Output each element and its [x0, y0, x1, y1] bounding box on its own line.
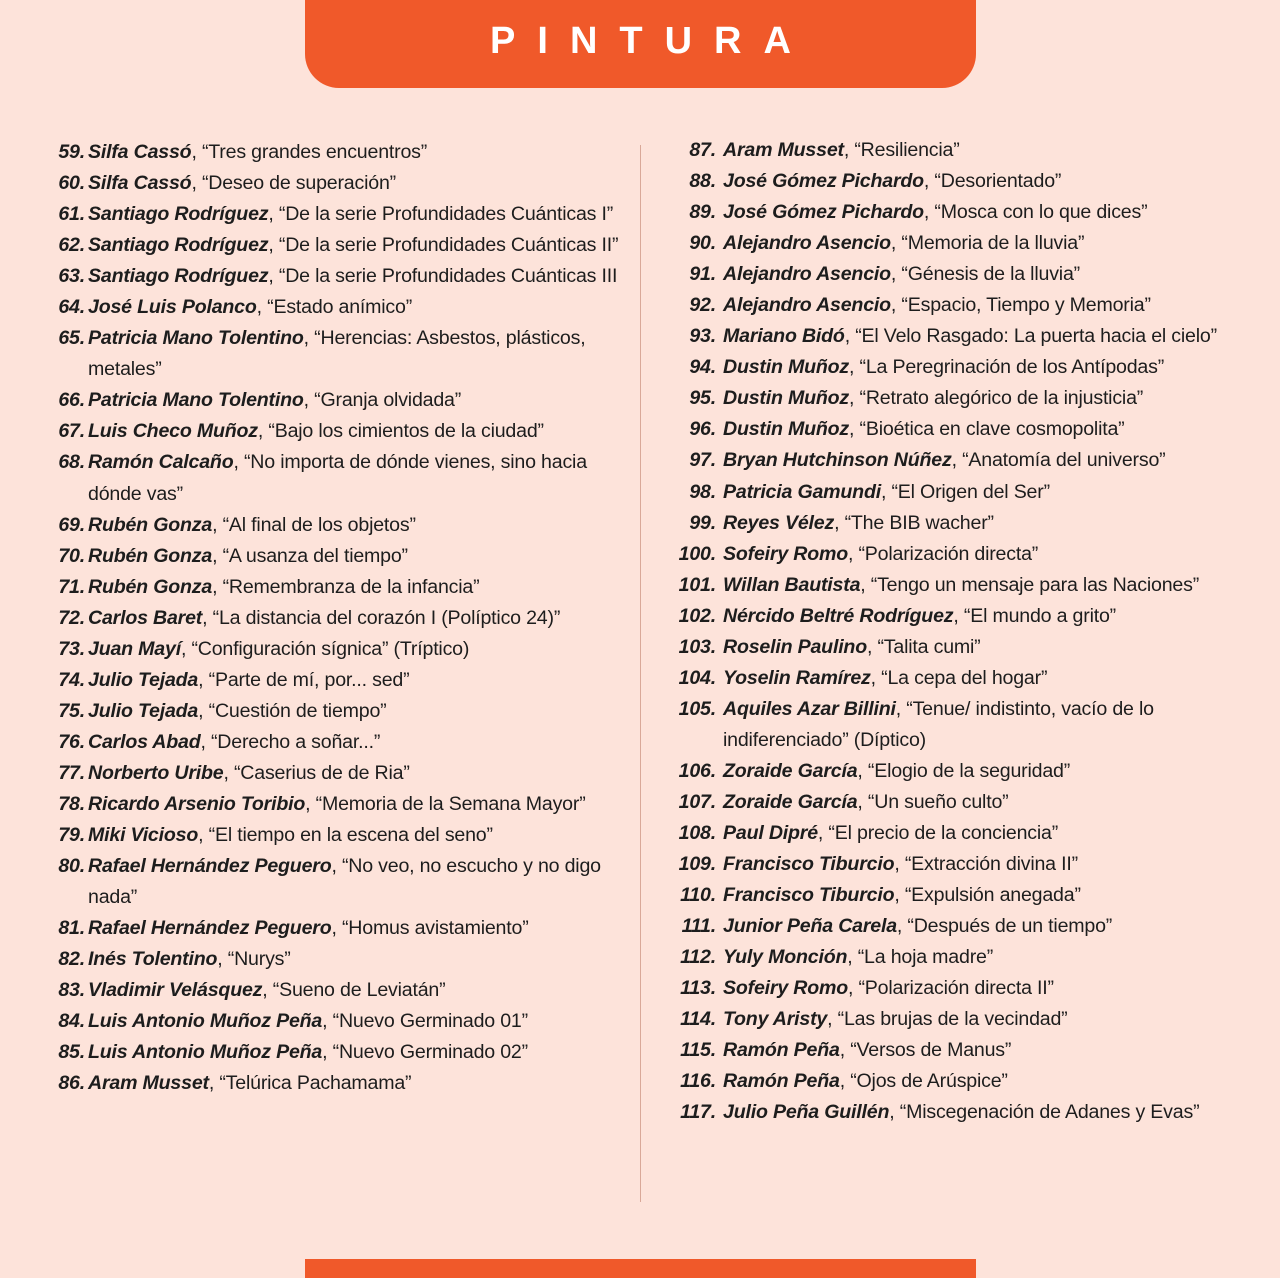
artwork-entry: 62. Santiago Rodríguez, “De la serie Profundidades Cuánticas II” — [48, 230, 628, 261]
entry-number: 73. — [58, 637, 85, 660]
artist-name: Sofeiry Romo — [723, 977, 848, 1000]
artwork-entry: 86. Aram Musset, “Telúrica Pachamama” — [48, 1068, 628, 1099]
artist-name: Santiago Rodríguez — [88, 265, 269, 288]
artist-name: Luis Checo Muñoz — [88, 420, 258, 443]
artwork-title: “Bioética en clave cosmopolita” — [859, 418, 1125, 441]
artwork-entry: 87. Aram Musset, “Resiliencia” — [672, 135, 1272, 166]
entry-number: 111. — [681, 915, 716, 938]
artist-name: Patricia Mano Tolentino — [88, 327, 304, 350]
section-header — [305, 0, 976, 88]
entry-number: 62. — [58, 234, 85, 257]
artist-name: Reyes Vélez — [723, 511, 835, 534]
artwork-title: “La Peregrinación de los Antípodas” — [859, 356, 1165, 379]
artwork-entry: 75. Julio Tejada, “Cuestión de tiempo” — [48, 696, 628, 727]
entry-number: 76. — [58, 730, 85, 753]
entry-number: 67. — [58, 420, 85, 443]
artwork-title: “Polarización directa II” — [858, 977, 1054, 1000]
artist-name: Sofeiry Romo — [723, 542, 848, 565]
entry-number: 92. — [689, 294, 716, 317]
artist-name: Aram Musset — [88, 1072, 209, 1095]
artwork-entry: 81. Rafael Hernández Peguero, “Homus avistamiento” — [48, 913, 628, 944]
entry-number: 69. — [58, 513, 85, 536]
artwork-entry: 84. Luis Antonio Muñoz Peña, “Nuevo Germinado 01” — [48, 1006, 628, 1037]
artwork-title: “Génesis de la lluvia” — [901, 263, 1080, 286]
section-title: PINTURA — [490, 19, 813, 62]
artist-name: Juan Mayí — [88, 637, 181, 660]
artwork-entry: 111. Junior Peña Carela, “Después de un tiempo” — [672, 911, 1272, 942]
artwork-entry: 63. Santiago Rodríguez, “De la serie Profundidades Cuánticas III — [48, 261, 628, 292]
artwork-entry: 94. Dustin Muñoz, “La Peregrinación de los Antípodas” — [672, 352, 1272, 383]
artwork-entry: 106. Zoraide García, “Elogio de la seguridad” — [672, 756, 1272, 787]
artist-name: José Gómez Pichardo — [723, 170, 924, 193]
artist-name: Santiago Rodríguez — [88, 203, 269, 226]
artwork-entry: 67. Luis Checo Muñoz, “Bajo los cimientos de la ciudad” — [48, 416, 628, 447]
artist-name: Vladimir Velásquez — [88, 979, 263, 1002]
artwork-list-left — [48, 137, 628, 1099]
artwork-entry: 109. Francisco Tiburcio, “Extracción divina II” — [672, 849, 1272, 880]
artwork-title: “De la serie Profundidades Cuánticas II” — [278, 234, 619, 257]
entry-number: 63. — [58, 265, 85, 288]
artist-name: Zoraide García — [723, 790, 858, 813]
artwork-title: “El tiempo en la escena del seno” — [208, 824, 493, 847]
artist-name: Roselin Paulino — [723, 635, 867, 658]
artist-name: José Gómez Pichardo — [723, 201, 924, 224]
artist-name: Rubén Gonza — [88, 513, 213, 536]
artwork-title: “Memoria de la Semana Mayor” — [315, 792, 586, 815]
entry-number: 105. — [678, 697, 716, 720]
artwork-entry: 117. Julio Peña Guillén, “Miscegenación de Adanes y Evas” — [672, 1097, 1272, 1128]
artwork-title: “Elogio de la seguridad” — [867, 759, 1071, 782]
artwork-title: “Derecho a soñar...” — [210, 730, 381, 753]
artwork-entry: 92. Alejandro Asencio, “Espacio, Tiempo y Memoria” — [672, 290, 1272, 321]
artist-name: Yoselin Ramírez — [723, 666, 871, 689]
artwork-entry: 90. Alejandro Asencio, “Memoria de la lluvia” — [672, 228, 1272, 259]
artwork-entry: 85. Luis Antonio Muñoz Peña, “Nuevo Germinado 02” — [48, 1037, 628, 1068]
artist-name: Carlos Baret — [88, 606, 203, 629]
entry-number: 96. — [689, 418, 716, 441]
entry-number: 101. — [678, 573, 716, 596]
artist-name: Carlos Abad — [88, 730, 201, 753]
artwork-entry: 114. Tony Aristy, “Las brujas de la vecindad” — [672, 1004, 1272, 1035]
artwork-entry: 104. Yoselin Ramírez, “La cepa del hogar” — [672, 663, 1272, 694]
artwork-title: “Sueno de Leviatán” — [272, 979, 446, 1002]
entry-number: 90. — [689, 232, 716, 255]
entry-number: 87. — [689, 139, 716, 161]
entry-number: 99. — [689, 511, 716, 534]
artist-name: Dustin Muñoz — [723, 356, 850, 379]
entry-number: 95. — [689, 387, 716, 410]
entry-number: 85. — [58, 1041, 85, 1064]
artist-name: Ramón Calcaño — [88, 451, 234, 474]
entry-number: 113. — [680, 977, 716, 1000]
artwork-title: “Remembranza de la infancia” — [222, 575, 480, 598]
artwork-title: “De la serie Profundidades Cuánticas I” — [278, 203, 614, 226]
entry-number: 71. — [58, 575, 85, 598]
artist-name: Zoraide García — [723, 759, 858, 782]
artwork-entry: 71. Rubén Gonza, “Remembranza de la infancia” — [48, 572, 628, 603]
footer-bar — [305, 1259, 976, 1278]
entry-number: 93. — [689, 325, 716, 348]
artist-name: Silfa Cassó — [88, 141, 192, 163]
entry-number: 78. — [58, 792, 85, 815]
artwork-entry: 113. Sofeiry Romo, “Polarización directa II” — [672, 973, 1272, 1004]
artist-name: Inés Tolentino — [88, 948, 218, 971]
entry-number: 70. — [58, 544, 85, 567]
artwork-title: “Nuevo Germinado 02” — [332, 1041, 528, 1064]
entry-number: 114. — [680, 1008, 716, 1031]
entry-number: 109. — [678, 853, 716, 876]
artwork-title: “No importa de dónde vienes, sino hacia dónde vas” — [88, 451, 587, 505]
artwork-entry: 83. Vladimir Velásquez, “Sueno de Leviatán” — [48, 975, 628, 1006]
artwork-entry: 102. Nércido Beltré Rodríguez, “El mundo a grito” — [672, 601, 1272, 632]
artwork-title: “El precio de la conciencia” — [828, 822, 1059, 845]
artwork-entry: 108. Paul Dipré, “El precio de la conciencia” — [672, 818, 1272, 849]
entry-number: 80. — [58, 855, 85, 878]
entry-number: 91. — [689, 263, 716, 286]
artist-name: Luis Antonio Muñoz Peña — [88, 1041, 323, 1064]
artist-name: Silfa Cassó — [88, 172, 192, 195]
artwork-title: “Telúrica Pachamama” — [219, 1072, 412, 1095]
artwork-title: “Estado anímico” — [267, 296, 413, 319]
artwork-entry: 64. José Luis Polanco, “Estado anímico” — [48, 292, 628, 323]
artwork-entry: 100. Sofeiry Romo, “Polarización directa” — [672, 539, 1272, 570]
artwork-entry: 96. Dustin Muñoz, “Bioética en clave cosmopolita” — [672, 414, 1272, 445]
artwork-title: “Cuestión de tiempo” — [208, 699, 387, 722]
artwork-title: “Granja olvidada” — [314, 389, 462, 412]
entry-number: 66. — [58, 389, 85, 412]
artwork-entry: 97. Bryan Hutchinson Núñez, “Anatomía del universo” — [672, 445, 1272, 476]
artwork-list-right — [672, 135, 1272, 1129]
artwork-entry: 70. Rubén Gonza, “A usanza del tiempo” — [48, 541, 628, 572]
entry-number: 59. — [58, 141, 85, 163]
entry-number: 84. — [58, 1010, 85, 1033]
entry-number: 83. — [58, 979, 85, 1002]
artwork-entry: 88. José Gómez Pichardo, “Desorientado” — [672, 166, 1272, 197]
artwork-title: “Expulsión anegada” — [904, 884, 1081, 907]
artwork-title: “Las brujas de la vecindad” — [837, 1008, 1068, 1031]
artwork-title: “Nuevo Germinado 01” — [332, 1010, 528, 1033]
artist-name: Rafael Hernández Peguero — [88, 917, 332, 940]
artwork-entry: 65. Patricia Mano Tolentino, “Herencias: Asbestos, plásticos, metales” — [48, 323, 628, 385]
artist-name: Julio Tejada — [88, 699, 199, 722]
artwork-entry: 60. Silfa Cassó, “Deseo de superación” — [48, 168, 628, 199]
artist-name: José Luis Polanco — [88, 296, 257, 319]
artist-name: Bryan Hutchinson Núñez — [723, 449, 952, 472]
artwork-title: “De la serie Profundidades Cuánticas III — [278, 265, 618, 288]
entry-number: 86. — [58, 1072, 85, 1095]
artwork-title: “Bajo los cimientos de la ciudad” — [268, 420, 544, 443]
entry-number: 60. — [58, 172, 85, 195]
artist-name: Santiago Rodríguez — [88, 234, 269, 257]
artist-name: Patricia Mano Tolentino — [88, 389, 304, 412]
entry-number: 89. — [689, 201, 716, 224]
artist-name: Rubén Gonza — [88, 544, 213, 567]
artist-name: Luis Antonio Muñoz Peña — [88, 1010, 323, 1033]
artwork-entry: 66. Patricia Mano Tolentino, “Granja olvidada” — [48, 385, 628, 416]
artist-name: Tony Aristy — [723, 1008, 828, 1031]
artwork-title: “No veo, no escucho y no digo nada” — [88, 855, 601, 909]
artwork-title: “Después de un tiempo” — [907, 915, 1113, 938]
artist-name: Ramón Peña — [723, 1070, 840, 1093]
artist-name: Junior Peña Carela — [723, 915, 897, 938]
artwork-title: “Versos de Manus” — [850, 1039, 1012, 1062]
artwork-entry: 59. Silfa Cassó, “Tres grandes encuentros” — [48, 137, 628, 168]
artist-name: Nércido Beltré Rodríguez — [723, 604, 954, 627]
artwork-title: “Desorientado” — [934, 170, 1062, 193]
artwork-title: “Nurys” — [227, 948, 291, 971]
artwork-title: “A usanza del tiempo” — [222, 544, 408, 567]
artist-name: Paul Dipré — [723, 822, 818, 845]
artist-name: Patricia Gamundi — [723, 480, 881, 503]
artwork-entry: 76. Carlos Abad, “Derecho a soñar...” — [48, 727, 628, 758]
artwork-entry: 98. Patricia Gamundi, “El Origen del Ser” — [672, 477, 1272, 508]
artist-name: Francisco Tiburcio — [723, 853, 895, 876]
artwork-title: “Mosca con lo que dices” — [934, 201, 1148, 224]
artwork-title: “El mundo a grito” — [963, 604, 1117, 627]
artwork-entry: 78. Ricardo Arsenio Toribio, “Memoria de la Semana Mayor” — [48, 789, 628, 820]
artist-name: Julio Tejada — [88, 668, 199, 691]
artwork-title: “Ojos de Arúspice” — [850, 1070, 1008, 1093]
artwork-entry: 74. Julio Tejada, “Parte de mí, por... sed” — [48, 665, 628, 696]
artwork-title: “Caserius de de Ria” — [233, 761, 410, 784]
entry-number: 106. — [678, 759, 716, 782]
artwork-title: “Polarización directa” — [858, 542, 1039, 565]
artwork-title: “Tengo un mensaje para las Naciones” — [870, 573, 1200, 596]
artwork-entry: 89. José Gómez Pichardo, “Mosca con lo que dices” — [672, 197, 1272, 228]
artwork-entry: 101. Willan Bautista, “Tengo un mensaje para las Naciones” — [672, 570, 1272, 601]
artwork-title: “La cepa del hogar” — [881, 666, 1048, 689]
entry-number: 74. — [58, 668, 85, 691]
entry-number: 81. — [58, 917, 85, 940]
artwork-entry: 82. Inés Tolentino, “Nurys” — [48, 944, 628, 975]
artwork-title: “Tres grandes encuentros” — [201, 141, 428, 163]
entry-number: 100. — [678, 542, 716, 565]
artist-name: Miki Vicioso — [88, 824, 199, 847]
artwork-title: “Al final de los objetos” — [222, 513, 416, 536]
artwork-title: “Configuración sígnica” (Tríptico) — [191, 637, 470, 660]
artist-name: Aram Musset — [723, 139, 844, 161]
artwork-title: “Retrato alegórico de la injusticia” — [859, 387, 1144, 410]
entry-number: 103. — [678, 635, 716, 658]
artwork-title: “Extracción divina II” — [904, 853, 1078, 876]
entry-number: 82. — [58, 948, 85, 971]
artwork-entry: 91. Alejandro Asencio, “Génesis de la lluvia” — [672, 259, 1272, 290]
artwork-title: “The BIB wacher” — [844, 511, 994, 534]
artwork-title: “Miscegenación de Adanes y Evas” — [899, 1101, 1200, 1124]
entry-number: 102. — [678, 604, 716, 627]
artwork-entry: 68. Ramón Calcaño, “No importa de dónde vienes, sino hacia dónde vas” — [48, 447, 628, 509]
entry-number: 88. — [689, 170, 716, 193]
artist-name: Norberto Uribe — [88, 761, 224, 784]
artwork-entry: 80. Rafael Hernández Peguero, “No veo, no escucho y no digo nada” — [48, 851, 628, 913]
entry-number: 75. — [58, 699, 85, 722]
artwork-entry: 95. Dustin Muñoz, “Retrato alegórico de la injusticia” — [672, 383, 1272, 414]
artwork-entry: 115. Ramón Peña, “Versos de Manus” — [672, 1035, 1272, 1066]
artist-name: Ramón Peña — [723, 1039, 840, 1062]
artwork-entry: 99. Reyes Vélez, “The BIB wacher” — [672, 508, 1272, 539]
entry-number: 108. — [678, 822, 716, 845]
artist-name: Rubén Gonza — [88, 575, 213, 598]
entry-number: 107. — [678, 790, 716, 813]
artwork-entry: 116. Ramón Peña, “Ojos de Arúspice” — [672, 1066, 1272, 1097]
artwork-entry: 61. Santiago Rodríguez, “De la serie Profundidades Cuánticas I” — [48, 199, 628, 230]
artwork-title: “Talita cumi” — [877, 635, 981, 658]
artist-name: Francisco Tiburcio — [723, 884, 895, 907]
artwork-title: “Homus avistamiento” — [341, 917, 529, 940]
entry-number: 79. — [58, 824, 85, 847]
entry-number: 94. — [689, 356, 716, 379]
artwork-entry: 110. Francisco Tiburcio, “Expulsión anegada” — [672, 880, 1272, 911]
artwork-entry: 77. Norberto Uribe, “Caserius de de Ria” — [48, 758, 628, 789]
entry-number: 110. — [680, 884, 716, 907]
entry-number: 97. — [689, 449, 716, 472]
entry-number: 61. — [58, 203, 85, 226]
artwork-entry: 103. Roselin Paulino, “Talita cumi” — [672, 632, 1272, 663]
artwork-entry: 112. Yuly Monción, “La hoja madre” — [672, 942, 1272, 973]
artwork-title: “La hoja madre” — [857, 946, 994, 969]
artist-name: Willan Bautista — [723, 573, 861, 596]
artist-name: Rafael Hernández Peguero — [88, 855, 332, 878]
artwork-entry: 107. Zoraide García, “Un sueño culto” — [672, 787, 1272, 818]
artwork-entry: 79. Miki Vicioso, “El tiempo en la escena del seno” — [48, 820, 628, 851]
entry-number: 64. — [58, 296, 85, 319]
artwork-title: “Espacio, Tiempo y Memoria” — [901, 294, 1151, 317]
artwork-title: “Un sueño culto” — [867, 790, 1009, 813]
artwork-entry: 72. Carlos Baret, “La distancia del corazón I (Políptico 24)” — [48, 603, 628, 634]
column-divider — [640, 145, 641, 1202]
artwork-title: “Parte de mí, por... sed” — [208, 668, 410, 691]
entry-number: 68. — [58, 451, 85, 474]
entry-number: 104. — [678, 666, 716, 689]
entry-number: 98. — [689, 480, 716, 503]
artist-name: Aquiles Azar Billini — [723, 697, 896, 720]
artist-name: Julio Peña Guillén — [723, 1101, 890, 1124]
artist-name: Yuly Monción — [723, 946, 848, 969]
entry-number: 112. — [680, 946, 716, 969]
entry-number: 116. — [680, 1070, 716, 1093]
entry-number: 72. — [58, 606, 85, 629]
entry-number: 77. — [58, 761, 85, 784]
entry-number: 65. — [58, 327, 85, 350]
artist-name: Dustin Muñoz — [723, 387, 850, 410]
artist-name: Ricardo Arsenio Toribio — [88, 792, 306, 815]
artwork-title: “Resiliencia” — [854, 139, 960, 161]
artwork-entry: 73. Juan Mayí, “Configuración sígnica” (Tríptico) — [48, 634, 628, 665]
artwork-title: “Anatomía del universo” — [962, 449, 1166, 472]
artwork-title: “La distancia del corazón I (Políptico 24)” — [212, 606, 561, 629]
artwork-title: “El Origen del Ser” — [891, 480, 1050, 503]
artist-name: Alejandro Asencio — [723, 232, 891, 255]
artist-name: Alejandro Asencio — [723, 263, 891, 286]
artwork-entry: 105. Aquiles Azar Billini, “Tenue/ indistinto, vacío de lo indiferenciado” (Díptico) — [672, 694, 1272, 756]
artwork-title: “Tenue/ indistinto, vacío de lo indiferenciado” (Díptico) — [723, 697, 1154, 751]
artwork-title: “Deseo de superación” — [201, 172, 396, 195]
artwork-title: “El Velo Rasgado: La puerta hacia el cielo” — [855, 325, 1217, 348]
artist-name: Mariano Bidó — [723, 325, 845, 348]
artist-name: Dustin Muñoz — [723, 418, 850, 441]
artwork-title: “Memoria de la lluvia” — [901, 232, 1085, 255]
entry-number: 115. — [680, 1039, 716, 1062]
artist-name: Alejandro Asencio — [723, 294, 891, 317]
artwork-entry: 93. Mariano Bidó, “El Velo Rasgado: La puerta hacia el cielo” — [672, 321, 1272, 352]
artwork-entry: 69. Rubén Gonza, “Al final de los objetos” — [48, 510, 628, 541]
artwork-title: “Herencias: Asbestos, plásticos, metales” — [88, 327, 586, 381]
entry-number: 117. — [680, 1101, 716, 1124]
